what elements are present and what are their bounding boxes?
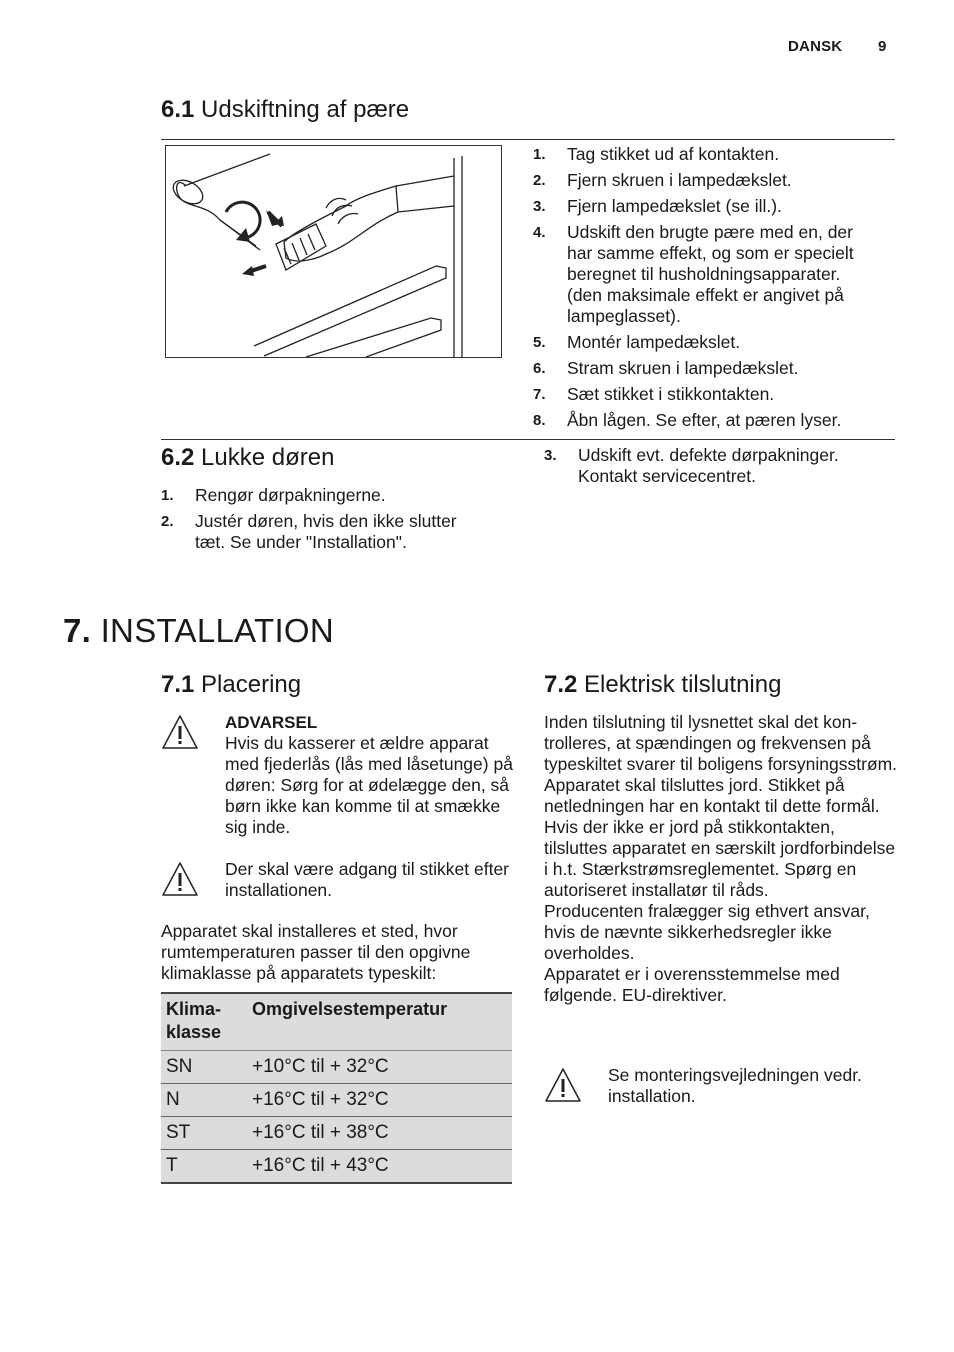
list-item (533, 222, 878, 327)
step-number: 1. (161, 487, 174, 504)
section-number: 7.1 (161, 671, 195, 698)
section-number: 7.2 (544, 671, 578, 698)
electrical-paragraph: Producenten fralægger sig ethvert ansvar, hvis de nævnte sikkerhedsregler ikke overholdes. (544, 901, 870, 963)
electrical-paragraph: Apparatet er i overensstemmelse med følgende. EU-direktiver. (544, 964, 840, 1005)
step-number: 4. (533, 224, 546, 241)
warning-triangle-icon (544, 1067, 582, 1103)
step-text: Montér lampedækslet. (567, 332, 741, 352)
list-item (161, 485, 491, 506)
chapter-number: 7. (63, 612, 92, 649)
section-7-1-heading (161, 671, 301, 699)
section-title: Elektrisk tilslutning (584, 671, 782, 698)
page-number: 9 (878, 38, 887, 55)
table-header-row (161, 993, 512, 1051)
divider (161, 139, 895, 140)
list-item (533, 332, 878, 353)
section-number: 6.1 (161, 96, 195, 123)
note-text: Se monteringsvejledningen vedr. installation. (608, 1065, 862, 1106)
step-number: 1. (533, 146, 546, 163)
column-header: Omgivelsestemperatur (247, 993, 512, 1051)
table-row (161, 1150, 512, 1184)
step-number: 7. (533, 386, 546, 403)
table-row (161, 1117, 512, 1150)
warning-heading: ADVARSEL (225, 713, 318, 732)
table-cell: +16°C til + 32°C (247, 1084, 512, 1117)
step-number: 3. (544, 447, 557, 464)
column-header: Klimaklasse (161, 993, 247, 1051)
step-text: Stram skruen i lampedækslet. (567, 358, 799, 378)
section-6-2-heading (161, 444, 334, 472)
step-text: Åbn lågen. Se efter, at pæren lyser. (567, 410, 842, 430)
lamp-steps-list (533, 144, 878, 436)
illustration-graphic (166, 146, 501, 357)
table-cell: ST (161, 1117, 247, 1150)
table-cell: T (161, 1150, 247, 1184)
step-text: Udskift evt. defekte dørpakninger. Kontakt servicecentret. (578, 445, 839, 486)
step-number: 6. (533, 360, 546, 377)
section-7-2-heading (544, 671, 781, 699)
electrical-paragraph: Inden tilslutning til lysnettet skal det kontrolleres, at spændingen og frekvensen på typeskiltet svarer til boligens forsyningsstrøm. (544, 712, 898, 774)
warning-block (161, 712, 516, 842)
step-text: Fjern lampedækslet (se ill.). (567, 196, 782, 216)
step-text: Tag stikket ud af kontakten. (567, 144, 780, 164)
note-block (544, 1065, 900, 1115)
electrical-text (544, 712, 900, 1006)
step-number: 3. (533, 198, 546, 215)
table-cell: N (161, 1084, 247, 1117)
list-item (533, 170, 878, 191)
climate-class-table (161, 992, 512, 1184)
section-title: Lukke døren (201, 444, 335, 471)
section-title: Placering (201, 671, 302, 698)
header-language: DANSK (788, 38, 843, 55)
step-number: 2. (161, 513, 174, 530)
section-6-1-heading (161, 96, 409, 124)
list-item (544, 445, 884, 487)
list-item (533, 358, 878, 379)
chapter-title: INSTALLATION (100, 612, 335, 649)
table-row (161, 1084, 512, 1117)
step-number: 8. (533, 412, 546, 429)
note-text: Der skal være adgang til stikket efter installationen. (225, 859, 510, 900)
table-row (161, 1051, 512, 1084)
section-number: 6.2 (161, 444, 195, 471)
lamp-replacement-illustration (165, 145, 502, 358)
step-text: Sæt stikket i stikkontakten. (567, 384, 775, 404)
warning-triangle-icon (161, 714, 199, 750)
table-cell: SN (161, 1051, 247, 1084)
table-cell: +16°C til + 38°C (247, 1117, 512, 1150)
step-number: 2. (533, 172, 546, 189)
section-title: Udskiftning af pære (201, 96, 410, 123)
door-steps-list (161, 485, 491, 558)
warning-text: Hvis du kasserer et ældre apparat med fjederlås (lås med låsetunge) på døren: Sørg for at ødelægge den, så børn ikke kan komme til at smække sig inde. (225, 733, 513, 837)
step-number: 5. (533, 334, 546, 351)
electrical-paragraph: Apparatet skal tilsluttes jord. Stikket på netledningen har en kontakt til dette formål. Hvis der ikke er jord på stikkontakten, tilsluttes apparatet en særskilt jordforbindelse i h.t. Stærkstrømsreglementet. Spørg en autoriseret installatør til råds. (544, 775, 896, 900)
step-text: Justér døren, hvis den ikke slutter tæt. Se under "Installation". (195, 511, 457, 552)
divider (161, 439, 895, 440)
table-cell: +10°C til + 32°C (247, 1051, 512, 1084)
chapter-7-heading (63, 612, 334, 650)
step-text: Fjern skruen i lampedækslet. (567, 170, 792, 190)
warning-triangle-icon (161, 861, 199, 897)
note-block (161, 859, 516, 909)
list-item (533, 410, 878, 431)
list-item (533, 144, 878, 165)
list-item (533, 384, 878, 405)
list-item (161, 511, 491, 553)
table-cell: +16°C til + 43°C (247, 1150, 512, 1184)
step-text: Rengør dørpakningerne. (195, 485, 386, 505)
door-steps-list-continued (544, 445, 884, 492)
step-text: Udskift den brugte pære med en, der har samme effekt, og som er specielt beregnet til husholdningsapparater. (den maksimale effekt er angivet på lampeglasset). (567, 222, 854, 326)
placement-paragraph: Apparatet skal installeres et sted, hvor rumtemperaturen passer til den opgivne klimaklasse på apparatets typeskilt: (161, 921, 471, 983)
list-item (533, 196, 878, 217)
